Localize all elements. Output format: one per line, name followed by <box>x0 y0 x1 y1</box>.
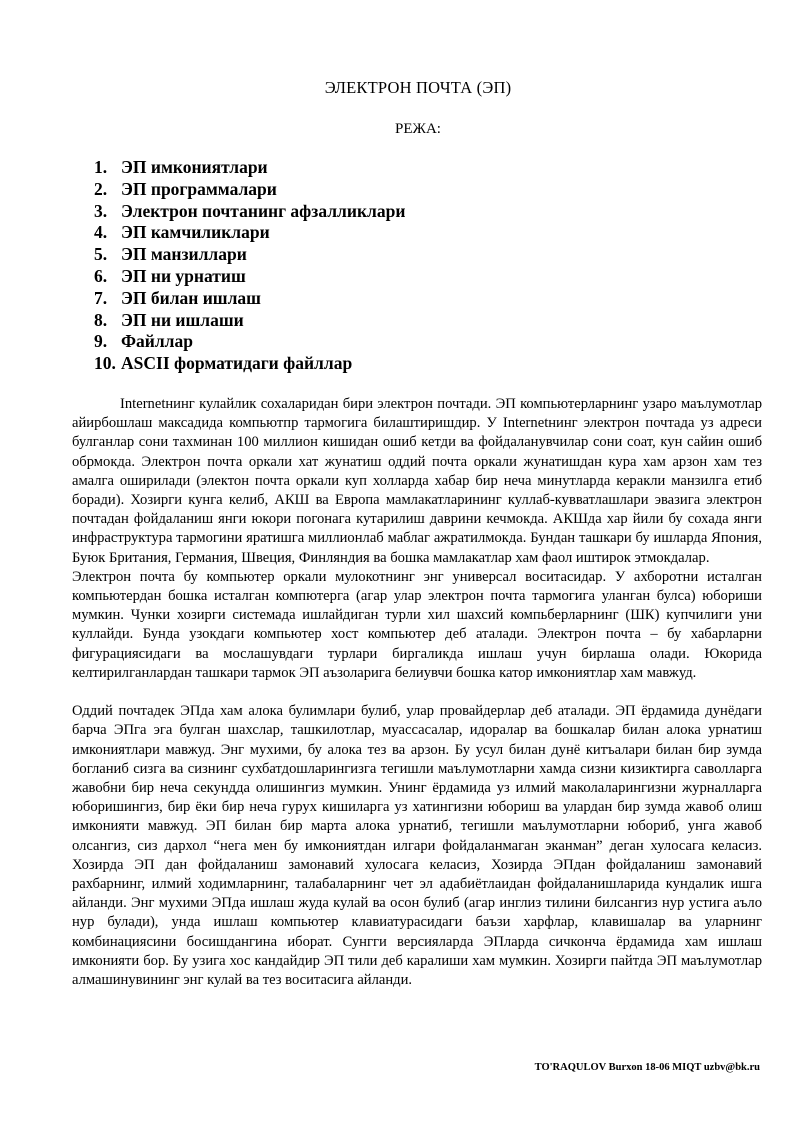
plan-item-number: 2. <box>94 178 108 199</box>
plan-item-number: 1. <box>94 157 108 177</box>
plan-item-number: 4. <box>94 222 108 243</box>
plan-item-text: Электрон почтанинг афзалликлари <box>121 200 406 221</box>
plan-heading: РЕЖА: <box>395 121 441 137</box>
body-text <box>72 395 762 990</box>
plan-item <box>94 288 405 310</box>
plan-item-number: 8. <box>94 309 108 330</box>
plan-item-text: ASCII форматидаги файллар <box>121 353 353 374</box>
plan-item-text: ЭП манзиллари <box>121 244 247 265</box>
plan-list <box>94 157 405 375</box>
paragraph-providers: Оддий почтадек ЭПда хам алока булимлари булиб, улар провайдерлар деб аталади. ЭП ёрдамида дунёдаги барча ЭПга эга булган шахслар, ташкилотлар, муассасалар, идоралар ва бошкалар билан алока урнатиш имкониятлари мавжуд. Энг мухими, бу алока тез ва арзон. Бу усул билан дунё китъалари билан бир зумда богланиб сизга ва сизнинг сухбатдошларингизга тегишли маълумотларни хамда сизни кизиктирга саволларга жавобни бир неча секундда олишингиз мумкин. Унинг ёрдамида уз илмий маколаларингизни журналларга юборишингиз, бир ёки бир неча гурух кишиларга уз хатингизни юбориш ва улардан бир зумда жавоб олиш имконияти мавжуд. ЭП билан бир марта алока урнатиб, тегишли маълумотларни юбориб, унга жавоб олсангиз, сиз дархол “нега мен бу имкониятдан илгари фойдаланмаган эканман” деган хулосага келасиз. Хозирда ЭП дан фойдаланиш замонавий хулосага келасиз, Хозирда ЭПдан фойдаланиш замонавий рахбарнинг, илмий ходимларнинг, талабаларнинг чет эл адабиётлаидан фойдаланишларида кундалик ишга айланди. Энг мухими ЭПда ишлаш жуда кулай ва осон булиб (агар инглиз тилини билсангиз нур устига аъло нур булади), унда ишлаш компьютер клавиатурасидаги баъзи харфлар, клавишалар ва уларнинг комбинациясини босишдангина иборат. Сунгги версияларда ЭПларда сичконча ёрдамида хам ишлаш имконияти бор. Бу узига хос кандайдир ЭП тили деб каралиши хам мумкин. Хозирги пайтда ЭП маълумотлар алмашинувининг энг кулай ва тез воситасига айланди. <box>72 703 762 989</box>
plan-item <box>94 201 405 223</box>
plan-item-text: ЭП камчиликлари <box>121 222 270 243</box>
plan-item <box>94 157 405 179</box>
plan-item <box>94 266 405 288</box>
plan-item <box>94 244 405 266</box>
plan-item <box>94 331 405 353</box>
page-title: ЭЛЕКТРОН ПОЧТА (ЭП) <box>324 78 512 97</box>
plan-item-number: 7. <box>94 287 108 308</box>
plan-item-number: 10. <box>94 353 116 374</box>
plan-item-text: ЭП ни урнатиш <box>121 265 246 286</box>
plan-item <box>94 310 405 332</box>
plan-item <box>94 353 405 375</box>
plan-item-text: ЭП имкониятлари <box>121 157 268 177</box>
plan-item-number: 3. <box>94 200 108 221</box>
paragraph-universal-tool: Электрон почта бу компьютер оркали мулокотнинг энг универсал воситасидар. У ахборотни исталган компьютердан бошка исталган компютерга (агар улар электрон почта тармогига уланган булса) юбориши мумкин. Чунки хозирги системада ишлайдиган турли хил шахсий компьберларнинг (ШК) купчилиги уни куллайди. Бунда узокдаги компьютер хост компьютер деб аталади. Электрон почта – бу хабарларни фигурациясидаги ва мослашувдаги турлари биргаликда ишлаш учун бирлаша олади. Юкорида келтирилганлардан ташкари тармок ЭП аъзоларига белиувчи бошка катор имкониятлар хам мавжуд. <box>72 568 762 681</box>
plan-item-text: Файллар <box>121 331 193 352</box>
plan-item-text: ЭП ни ишлаши <box>121 309 244 330</box>
plan-item-number: 5. <box>94 244 108 265</box>
paragraph-intro: Internetнинг кулайлик сохаларидан бири электрон почтади. ЭП компьютерларнинг узаро маълумотлар айирбошлаш максадида компьютпр тармогига билаштиришдир. У Internetнинг электрон почтада уз адреси булганлар сони тахминан 100 миллион кишидан ошиб кетди ва фойдаланувчилар сони соат, кун сайин ошиб обрмокда. Электрон почта оркали хат жунатиш оддий почта оркали жунатишдан кура хам арзон хам тез амалга оширилади (электон почта оркали куп холларда хабар бир неча минутларда керакли манзилга етиб боради). Хозирги кунга келиб, АКШ ва Европа мамлакатларининг куллаб-кувватлашлари эвазига электрон почтадан фойдаланиш янги юкори погонага кутарилиш даврини кечмокда. АКШда хар йили бу сохада янги инфраструктура тармогини яратишга миллионлаб маблаг ажратилмокда. Бундан ташкари бу ишларда Япония, Буюк Британия, Германия, Швеция, Финляндия ва бошка мамлакатлар хам фаол иштирок этмокдалар. <box>72 396 762 566</box>
plan-item-text: ЭП билан ишлаш <box>121 287 261 308</box>
plan-item-number: 9. <box>94 331 108 352</box>
plan-item-number: 6. <box>94 265 108 286</box>
plan-item <box>94 179 405 201</box>
plan-item <box>94 222 405 244</box>
plan-item-text: ЭП программалари <box>121 178 277 199</box>
author-footer: TO'RAQULOV Burxon 18-06 MIQT uzbv@bk.ru <box>534 1062 760 1073</box>
